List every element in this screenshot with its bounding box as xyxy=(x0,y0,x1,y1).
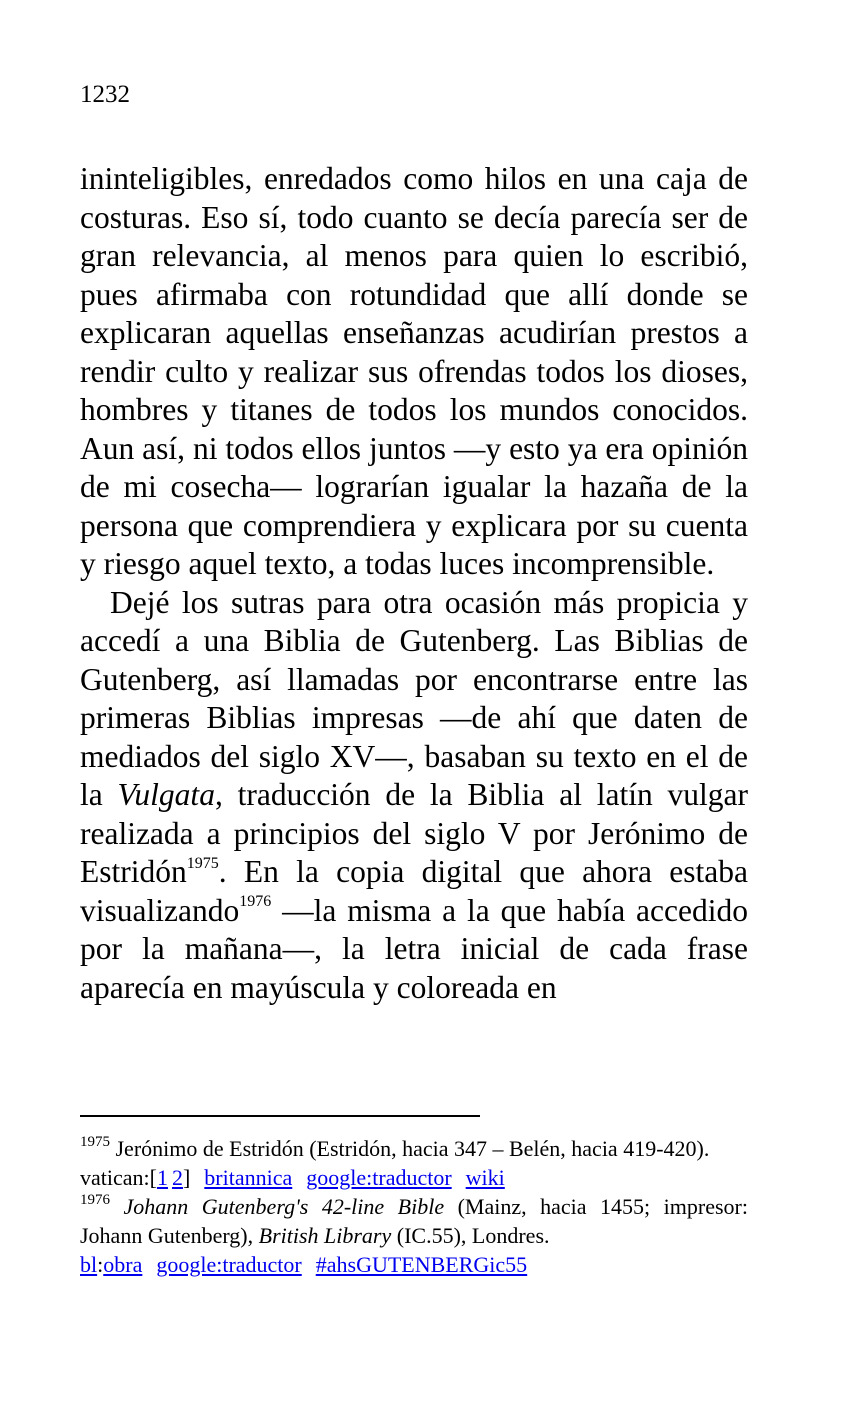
body-paragraph xyxy=(80,160,748,584)
footnote-link[interactable]: wiki xyxy=(465,1165,505,1190)
paragraph-text: . En la copia digital que ahora estaba visualizando xyxy=(80,854,748,928)
footnote-link[interactable]: britannica xyxy=(204,1165,293,1190)
page-number: 1232 xyxy=(80,81,130,108)
footnote-number: 1976 xyxy=(80,1191,110,1208)
italic-text: Vulgata xyxy=(117,777,215,812)
footnote-italic-text: Johann Gutenberg's 42-line Bible xyxy=(123,1194,445,1219)
footnote-separator xyxy=(80,1115,480,1117)
footnote-text: (Mainz, hacia 1455; impresor: Johann Gutenberg), xyxy=(80,1194,748,1248)
footnote-link[interactable]: google:traductor xyxy=(156,1252,302,1277)
footnote-link[interactable]: 1 xyxy=(156,1165,168,1190)
paragraph-text: Dejé los sutras para otra ocasión más propicia y accedí a una Biblia de Gutenberg. Las Biblias de Gutenberg, así llamadas por encontrarse entre las primeras Biblias impresas —de ahí que daten de mediados del siglo XV—, basaban su texto en el de la xyxy=(80,584,748,812)
link-prefix: vatican:[ xyxy=(80,1165,157,1190)
footnote-reference: 1976 xyxy=(239,893,272,910)
link-prefix: ] xyxy=(182,1165,191,1190)
footnote-link[interactable]: obra xyxy=(103,1252,143,1277)
footnote-italic-text: British Library xyxy=(258,1223,392,1248)
footnote-link[interactable]: google:traductor xyxy=(306,1165,452,1190)
paragraph-text: ininteligibles, enredados como hilos en una caja de costuras. Eso sí, todo cuanto se decía parecía ser de gran relevancia, al menos para quien lo escribió, pues afirmaba con rotundidad que allí donde se explicaran aquellas enseñanzas acudirían prestos a rendir culto y realizar sus ofrendas todos los dioses, hombres y titanes de todos los mundos conocidos. Aun así, ni todos ellos juntos —y esto ya era opinión de mi cosecha— lograrían igualar la hazaña de la persona que comprendiera y explicara por su cuenta y riesgo aquel texto, a todas luces incomprensible. xyxy=(80,161,748,581)
footnote-text: (IC.55), Londres. xyxy=(391,1223,550,1248)
footnote-link[interactable]: 2 xyxy=(171,1165,183,1190)
footnote-link[interactable]: bl xyxy=(80,1252,98,1277)
footnotes xyxy=(80,1134,748,1279)
link-prefix: : xyxy=(97,1252,104,1277)
body-text xyxy=(80,160,748,1007)
footnote-link[interactable]: #ahsGUTENBERGic55 xyxy=(315,1252,528,1277)
footnote xyxy=(80,1134,748,1163)
paragraph-text: , traducción de la Biblia al latín vulgar realizada a principios del siglo V por Jerónimo de Estridón xyxy=(80,777,748,889)
footnote-reference: 1975 xyxy=(186,854,219,872)
footnote-links xyxy=(80,1163,748,1192)
footnote xyxy=(80,1192,748,1250)
body-paragraph xyxy=(80,584,748,1008)
paragraph-text: —la misma a la que había accedido por la mañana—, la letra inicial de cada frase aparecía en mayúscula y coloreada en xyxy=(80,892,748,1005)
footnote-links xyxy=(80,1250,748,1279)
footnote-number: 1975 xyxy=(80,1133,110,1150)
footnote-text: Jerónimo de Estridón (Estridón, hacia 347 – Belén, hacia 419-420). xyxy=(110,1136,710,1161)
footnote-text xyxy=(110,1194,124,1219)
